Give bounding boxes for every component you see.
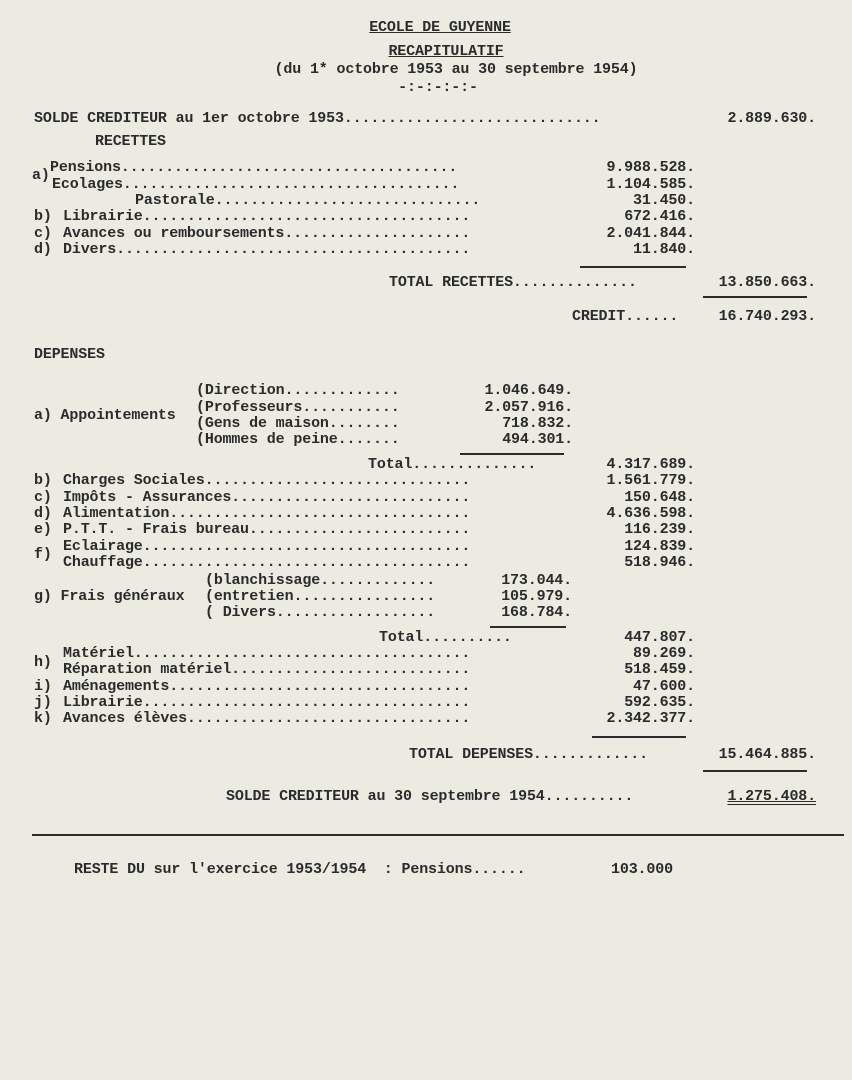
depenses-row-label: Chauffage..................................... <box>63 554 471 571</box>
frais-total-label: Total.......... <box>379 629 512 646</box>
depenses-row-value: 124.839. <box>624 538 695 555</box>
depenses-mark-k: k) <box>34 710 52 727</box>
frais-total-value: 447.807. <box>624 629 695 646</box>
depenses-mark-e: e) <box>34 521 52 538</box>
header-separator: -:-:-:-:- <box>398 79 478 96</box>
total-depenses-value: 15.464.885. <box>718 746 816 763</box>
depenses-mark-d: d) <box>34 505 52 522</box>
depenses-row-label: Réparation matériel........................... <box>63 661 471 678</box>
depenses-row-label: Avances élèves................................ <box>63 710 471 727</box>
depenses-mark-f: f) <box>34 546 52 563</box>
depenses-row-label: Charges Sociales.............................. <box>63 472 471 489</box>
recettes-row-value: 9.988.528. <box>606 159 695 176</box>
recettes-row-label: Pensions...................................... <box>50 159 458 176</box>
subtotal-rule <box>490 626 566 628</box>
depenses-row-label: Aménagements.................................. <box>63 678 471 695</box>
depenses-row-label: P.T.T. - Frais bureau......................... <box>63 521 471 538</box>
period: (du 1* octobre 1953 au 30 septembre 1954) <box>274 61 638 78</box>
recettes-row-value: 11.840. <box>633 241 695 258</box>
frais-row-label: ( Divers.................. <box>205 604 436 621</box>
closing-balance-value: 1.275.408. <box>727 788 816 805</box>
depenses-row-value: 592.635. <box>624 694 695 711</box>
recettes-mark-b: b) <box>34 208 52 225</box>
subtotal-rule <box>460 453 564 455</box>
reste-du-value: 103.000 <box>611 861 673 878</box>
appointements-total-value: 4.317.689. <box>606 456 695 473</box>
depenses-row-label: Impôts - Assurances........................... <box>63 489 471 506</box>
total-depenses-label: TOTAL DEPENSES............. <box>409 746 648 763</box>
recettes-row-label: Ecolages...................................... <box>52 176 460 193</box>
section-divider <box>32 834 844 836</box>
appointements-row-label: (Professeurs........... <box>196 399 400 416</box>
recettes-row-label: Divers........................................ <box>63 241 471 258</box>
depenses-row-label: Matériel...................................... <box>63 645 471 662</box>
depenses-mark-c: c) <box>34 489 52 506</box>
frais-row-value: 168.784. <box>501 604 572 621</box>
appointements-total-label: Total.............. <box>368 456 537 473</box>
appointements-row-value: 1.046.649. <box>484 382 573 399</box>
depenses-row-label: Librairie..................................... <box>63 694 471 711</box>
depenses-row-value: 518.946. <box>624 554 695 571</box>
frais-row-value: 105.979. <box>501 588 572 605</box>
frais-row-label: (blanchissage............. <box>205 572 436 589</box>
recettes-mark-d: d) <box>34 241 52 258</box>
total-recettes-label: TOTAL RECETTES.............. <box>389 274 637 291</box>
recettes-row-value: 2.041.844. <box>606 225 695 242</box>
recettes-row-value: 31.450. <box>633 192 695 209</box>
appointements-row-label: (Hommes de peine....... <box>196 431 400 448</box>
total-rule <box>703 296 807 298</box>
appointements-row-value: 718.832. <box>502 415 573 432</box>
recettes-row-value: 1.104.585. <box>606 176 695 193</box>
recettes-mark-c: c) <box>34 225 52 242</box>
appointements-row-label: (Gens de maison........ <box>196 415 400 432</box>
recettes-row-label: Librairie..................................... <box>63 208 471 225</box>
depenses-row-label: Alimentation.................................. <box>63 505 471 522</box>
depenses-heading: DEPENSES <box>34 346 105 363</box>
total-rule <box>703 770 807 772</box>
recettes-row-label: Pastorale.............................. <box>135 192 481 209</box>
depenses-row-value: 4.636.598. <box>606 505 695 522</box>
subtotal-rule <box>580 266 686 268</box>
appointements-row-label: (Direction............. <box>196 382 400 399</box>
recettes-row-value: 672.416. <box>624 208 695 225</box>
depenses-row-value: 1.561.779. <box>606 472 695 489</box>
depenses-row-value: 116.239. <box>624 521 695 538</box>
opening-balance-value: 2.889.630. <box>727 110 816 127</box>
total-recettes-value: 13.850.663. <box>718 274 816 291</box>
depenses-mark-b: b) <box>34 472 52 489</box>
opening-balance-label: SOLDE CREDITEUR au 1er octobre 1953............................. <box>34 110 601 127</box>
reste-du-label: RESTE DU sur l'exercice 1953/1954 : Pensions...... <box>74 861 526 878</box>
document-title: RECAPITULATIF <box>388 43 504 60</box>
appointements-row-value: 494.301. <box>502 431 573 448</box>
depenses-row-value: 518.459. <box>624 661 695 678</box>
depenses-row-value: 150.648. <box>624 489 695 506</box>
depenses-mark-j: j) <box>34 694 52 711</box>
frais-row-value: 173.044. <box>501 572 572 589</box>
appointements-row-value: 2.057.916. <box>484 399 573 416</box>
frais-row-label: (entretien................ <box>205 588 436 605</box>
school-name: ECOLE DE GUYENNE <box>369 19 511 36</box>
depenses-row-value: 2.342.377. <box>606 710 695 727</box>
recettes-row-label: Avances ou remboursements..................... <box>63 225 471 242</box>
appointements-label: a) Appointements <box>34 407 176 424</box>
depenses-mark-h: h) <box>34 654 52 671</box>
frais-generaux-label: g) Frais généraux <box>34 588 185 605</box>
recettes-heading: RECETTES <box>95 133 166 150</box>
closing-balance-label: SOLDE CREDITEUR au 30 septembre 1954.......... <box>226 788 634 805</box>
recettes-mark-a: a) <box>32 167 50 184</box>
depenses-row-value: 47.600. <box>633 678 695 695</box>
credit-label: CREDIT...... <box>572 308 679 325</box>
depenses-row-label: Eclairage..................................... <box>63 538 471 555</box>
depenses-row-value: 89.269. <box>633 645 695 662</box>
subtotal-rule <box>592 736 686 738</box>
depenses-mark-i: i) <box>34 678 52 695</box>
credit-value: 16.740.293. <box>718 308 816 325</box>
